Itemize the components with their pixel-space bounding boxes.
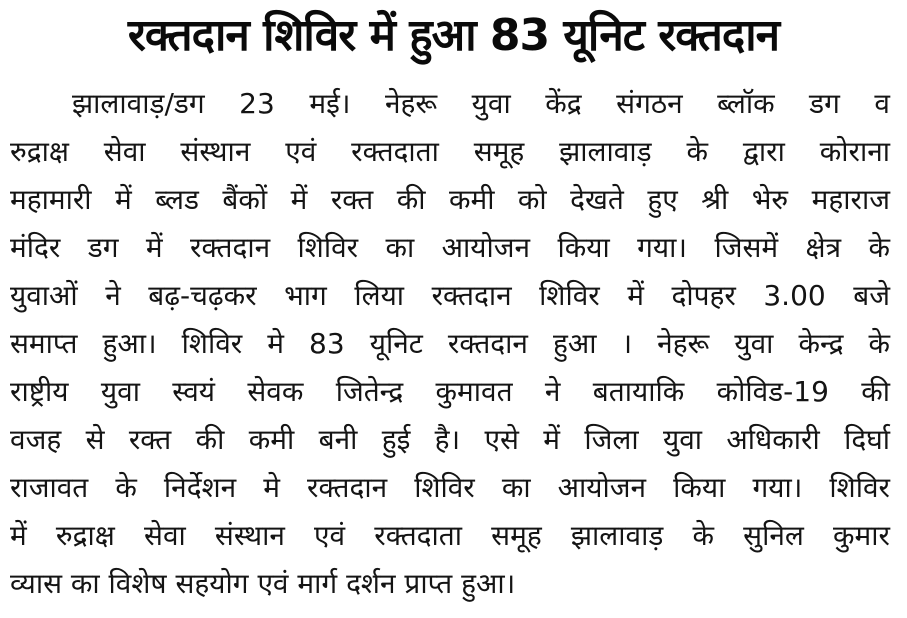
article-line: महामारी में ब्लड बैंकों में रक्त की कमी को देखते हुए श्री भेरु महाराज [10, 183, 890, 216]
article-line: वजह से रक्त की कमी बनी हुई है। एसे में जिला युवा अधिकारी दिर्घा [10, 423, 890, 456]
article-line: समाप्त हुआ। शिविर मे 83 यूनिट रक्तदान हुआ । नेहरू युवा केन्द्र के [10, 327, 890, 360]
article-line: रुद्राक्ष सेवा संस्थान एवं रक्तदाता समूह झालावाड़ के द्वारा कोराना [10, 135, 890, 168]
article-line: राजावत के निर्देशन मे रक्तदान शिविर का आयोजन किया गया। शिविर [10, 471, 890, 504]
headline: रक्तदान शिविर में हुआ 83 यूनिट रक्तदान [127, 10, 780, 61]
article-line: झालावाड़/डग 23 मई। नेहरू युवा केंद्र संगठन ब्लॉक डग व [72, 87, 890, 120]
article-body [10, 80, 890, 608]
article-line: में रुद्राक्ष सेवा संस्थान एवं रक्तदाता समूह झालावाड़ के सुनिल कुमार [10, 519, 890, 552]
article-line: मंदिर डग में रक्तदान शिविर का आयोजन किया गया। जिसमें क्षेत्र के [10, 231, 890, 264]
article-line: व्यास का विशेष सहयोग एवं मार्ग दर्शन प्राप्त हुआ। [10, 567, 516, 600]
article-line: युवाओं ने बढ़-चढ़कर भाग लिया रक्तदान शिविर में दोपहर 3.00 बजे [10, 279, 890, 312]
article-line: राष्ट्रीय युवा स्वयं सेवक जितेन्द्र कुमावत ने बतायाकि कोविड-19 की [10, 375, 890, 408]
